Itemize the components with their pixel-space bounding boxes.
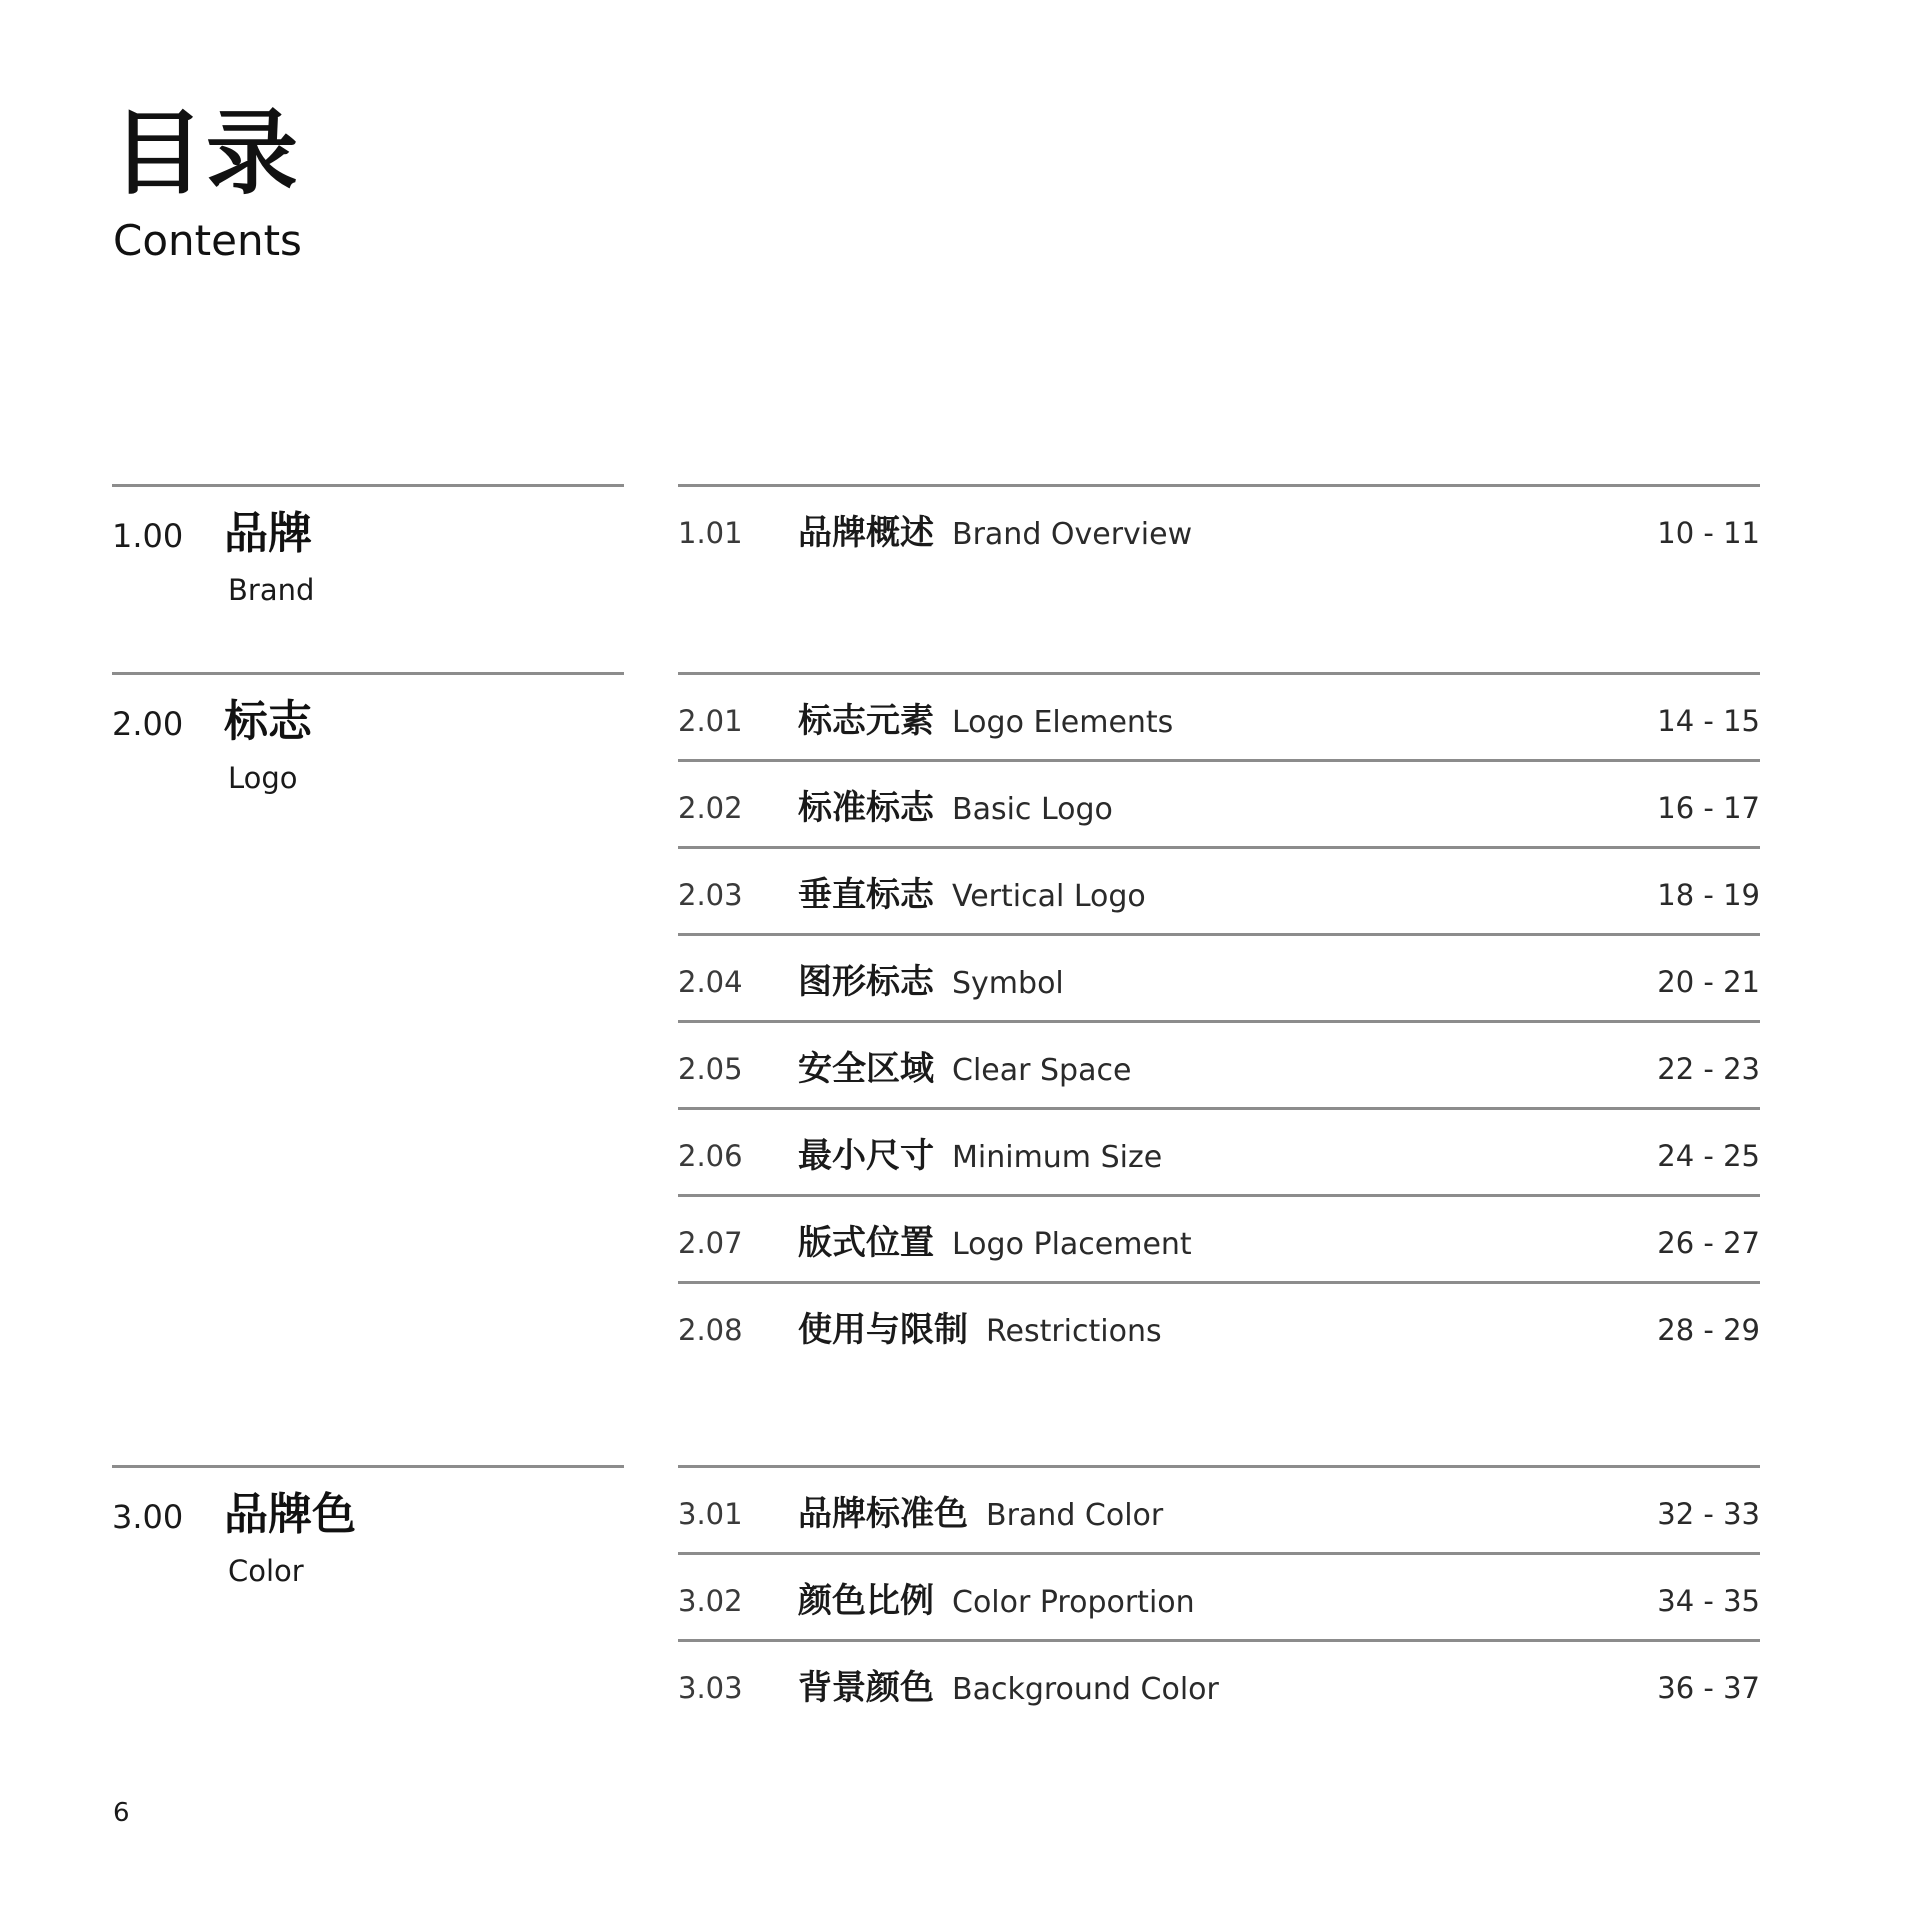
section-title-cn: 标志 [224, 696, 312, 747]
item-title [798, 1668, 1219, 1708]
item-title-cn: 使用与限制 [798, 1310, 968, 1350]
item-title-cn: 标准标志 [798, 788, 934, 828]
item-title-en: Restrictions [986, 1314, 1162, 1349]
item-title-en: Brand Overview [952, 517, 1193, 552]
item-number: 3.03 [678, 1671, 743, 1705]
item-title [798, 1223, 1192, 1263]
toc-item[interactable] [678, 1194, 1760, 1281]
item-number: 2.06 [678, 1139, 743, 1173]
item-title [798, 962, 1064, 1002]
item-title-cn: 版式位置 [798, 1223, 934, 1263]
item-title [798, 1310, 1162, 1350]
section-title-en: Color [228, 1554, 304, 1588]
item-page-range: 34 - 35 [1657, 1584, 1760, 1618]
page-title-en: Contents [113, 216, 302, 265]
item-title [798, 1049, 1132, 1089]
item-page-range: 10 - 11 [1657, 516, 1760, 550]
item-page-range: 24 - 25 [1657, 1139, 1760, 1173]
item-title [798, 513, 1193, 553]
page-number: 6 [113, 1798, 130, 1828]
section-item-list [678, 484, 1760, 571]
section-number: 1.00 [112, 517, 184, 555]
toc-section-color [112, 1465, 1760, 1765]
item-number: 3.01 [678, 1497, 743, 1531]
item-title [798, 788, 1113, 828]
section-number: 3.00 [112, 1498, 184, 1536]
section-title-en: Brand [228, 573, 315, 607]
section-title-cn: 品牌色 [224, 1489, 356, 1540]
section-number: 2.00 [112, 705, 184, 743]
section-title-cn: 品牌 [224, 508, 312, 559]
item-title-cn: 颜色比例 [798, 1581, 934, 1621]
item-title [798, 1494, 1164, 1534]
toc-item[interactable] [678, 1107, 1760, 1194]
item-title-en: Clear Space [952, 1053, 1132, 1088]
toc-item[interactable] [678, 846, 1760, 933]
item-page-range: 14 - 15 [1657, 704, 1760, 738]
item-number: 2.08 [678, 1313, 743, 1347]
toc-section-brand [112, 484, 1760, 664]
toc-item[interactable] [678, 1552, 1760, 1639]
item-title-en: Logo Elements [952, 705, 1174, 740]
section-heading [112, 484, 624, 664]
item-number: 3.02 [678, 1584, 743, 1618]
item-number: 2.01 [678, 704, 743, 738]
section-item-list [678, 672, 1760, 1368]
toc-item[interactable] [678, 672, 1760, 759]
item-title [798, 701, 1174, 741]
toc-item[interactable] [678, 484, 1760, 571]
item-page-range: 36 - 37 [1657, 1671, 1760, 1705]
item-page-range: 28 - 29 [1657, 1313, 1760, 1347]
item-title-en: Symbol [952, 966, 1064, 1001]
item-title-cn: 图形标志 [798, 962, 934, 1002]
item-title-en: Brand Color [986, 1498, 1164, 1533]
toc-section-logo [112, 672, 1760, 1392]
item-number: 2.02 [678, 791, 743, 825]
toc-item[interactable] [678, 1281, 1760, 1368]
item-title-en: Basic Logo [952, 792, 1113, 827]
item-title-cn: 垂直标志 [798, 875, 934, 915]
item-page-range: 26 - 27 [1657, 1226, 1760, 1260]
item-title [798, 1581, 1195, 1621]
toc-item[interactable] [678, 1020, 1760, 1107]
item-title-en: Background Color [952, 1672, 1219, 1707]
item-title [798, 875, 1146, 915]
item-page-range: 22 - 23 [1657, 1052, 1760, 1086]
section-item-list [678, 1465, 1760, 1726]
section-heading [112, 672, 624, 1392]
toc-item[interactable] [678, 759, 1760, 846]
section-heading [112, 1465, 624, 1765]
item-title-cn: 品牌标准色 [798, 1494, 968, 1534]
item-number: 2.05 [678, 1052, 743, 1086]
item-title-cn: 最小尺寸 [798, 1136, 934, 1176]
section-divider [112, 484, 624, 487]
item-number: 2.03 [678, 878, 743, 912]
page-title-cn: 目录 [112, 100, 301, 207]
item-page-range: 20 - 21 [1657, 965, 1760, 999]
item-title-cn: 背景颜色 [798, 1668, 934, 1708]
section-divider [112, 672, 624, 675]
toc-item[interactable] [678, 1465, 1760, 1552]
item-title-cn: 标志元素 [798, 701, 934, 741]
item-number: 1.01 [678, 516, 743, 550]
item-title-cn: 品牌概述 [798, 513, 934, 553]
item-title-en: Logo Placement [952, 1227, 1192, 1262]
toc-item[interactable] [678, 1639, 1760, 1726]
toc-item[interactable] [678, 933, 1760, 1020]
item-title-en: Minimum Size [952, 1140, 1163, 1175]
item-title [798, 1136, 1163, 1176]
item-title-cn: 安全区域 [798, 1049, 934, 1089]
item-title-en: Vertical Logo [952, 879, 1146, 914]
item-title-en: Color Proportion [952, 1585, 1195, 1620]
item-page-range: 16 - 17 [1657, 791, 1760, 825]
item-number: 2.04 [678, 965, 743, 999]
item-number: 2.07 [678, 1226, 743, 1260]
section-title-en: Logo [228, 761, 298, 795]
item-page-range: 32 - 33 [1657, 1497, 1760, 1531]
item-page-range: 18 - 19 [1657, 878, 1760, 912]
section-divider [112, 1465, 624, 1468]
